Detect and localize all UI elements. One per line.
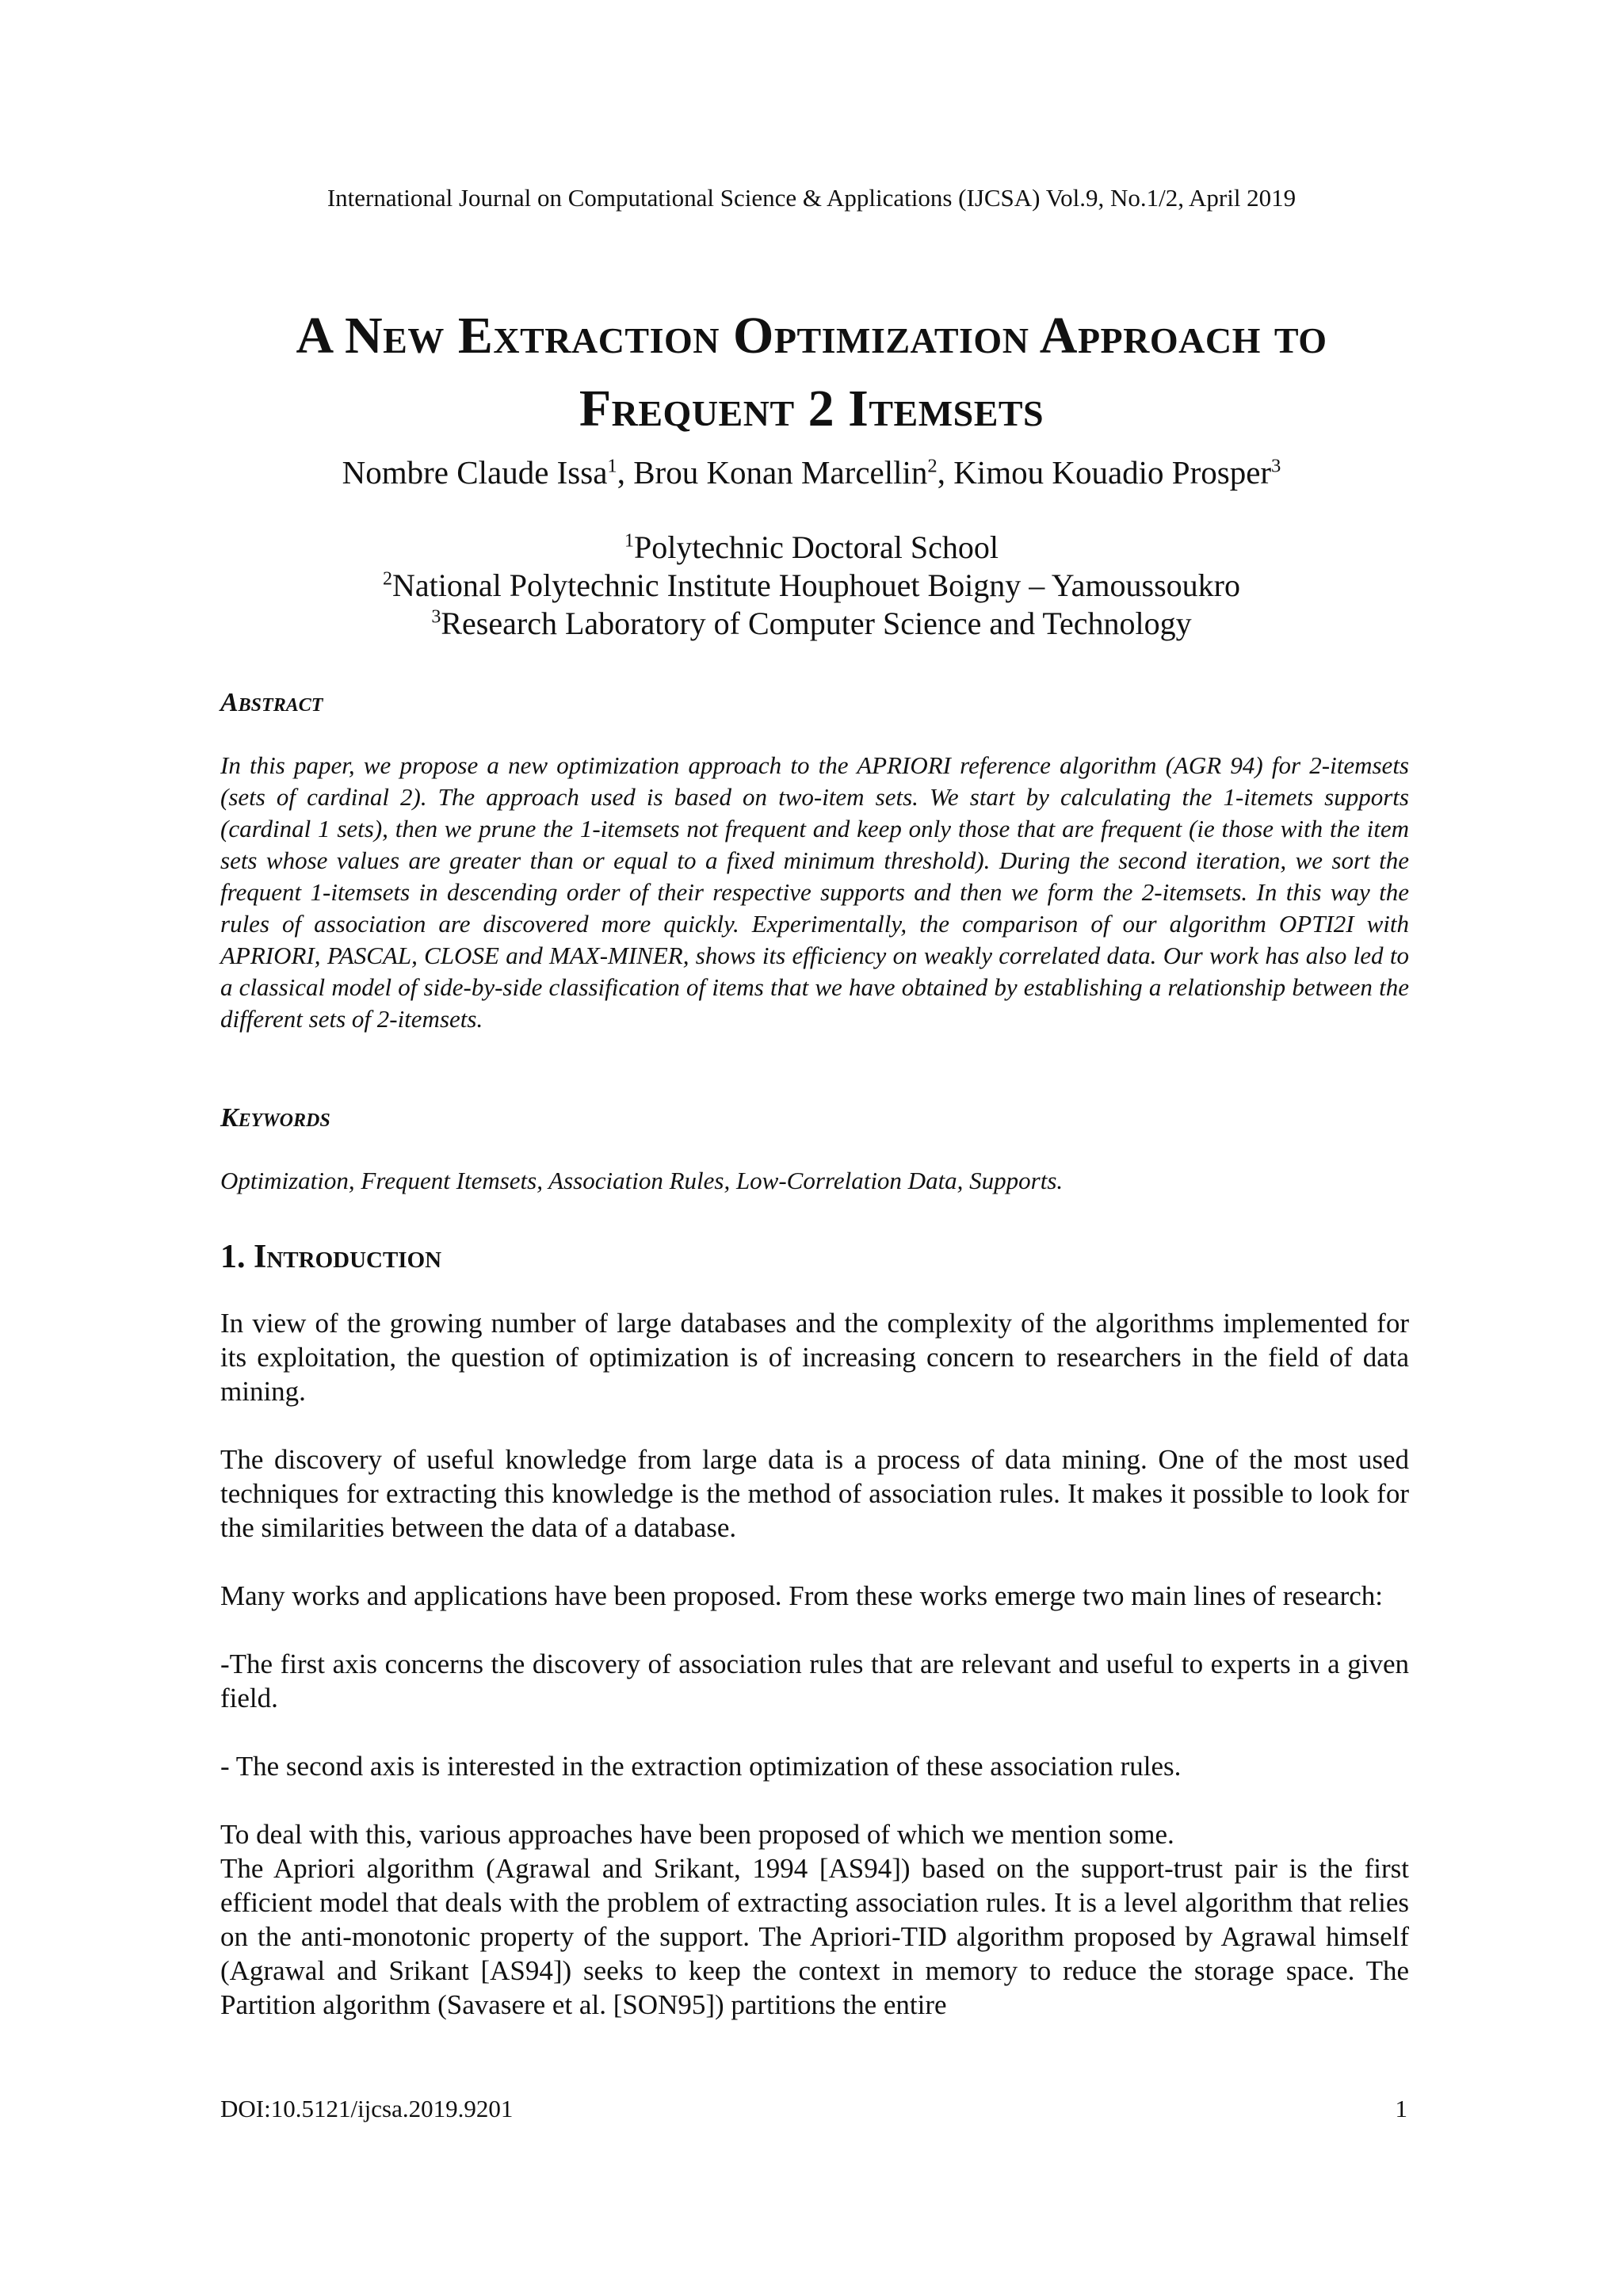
author-mark: 3 <box>1271 455 1281 477</box>
paper-title <box>190 300 1433 445</box>
affiliation-mark: 3 <box>431 606 441 628</box>
body-paragraph: -The first axis concerns the discovery of association rules that are relevant and useful to experts in a given field. <box>220 1648 1409 1713</box>
keywords-text: Optimization, Frequent Itemsets, Association Rules, Low-Correlation Data, Supports. <box>220 1167 1064 1194</box>
affiliation <box>0 567 1623 605</box>
author-name: Kimou Kouadio Prosper <box>953 454 1272 491</box>
author-mark: 2 <box>927 455 938 477</box>
affiliation-text: National Polytechnic Institute Houphouet Boigny – Yamoussoukro <box>392 567 1240 603</box>
paper-title-line-1: A New Extraction Optimization Approach to <box>296 307 1327 365</box>
affiliation <box>0 529 1623 567</box>
abstract-heading: Abstract <box>220 688 323 717</box>
introduction-body <box>220 1306 1409 2056</box>
footer-doi: DOI:10.5121/ijcsa.2019.9201 <box>220 2095 514 2122</box>
body-paragraph: Many works and applications have been proposed. From these works emerge two main lines of research: <box>220 1580 1384 1611</box>
journal-header: International Journal on Computational Science & Applications (IJCSA) Vol.9, No.1/2, April 2019 <box>327 184 1296 212</box>
body-paragraph: - The second axis is interested in the extraction optimization of these association rules. <box>220 1751 1182 1782</box>
body-paragraph: The Apriori algorithm (Agrawal and Srikant, 1994 [AS94]) based on the support-trust pair is the first efficient model that deals with the problem of extracting association rules. It is a level algorithm that relies on the anti-monotonic property of the support. The Apriori-TID algorithm proposed by Agrawal himself (Agrawal and Srikant [AS94]) seeks to keep the context in memory to reduce the storage space. The Partition algorithm (Savasere et al. [SON95]) partitions the entire <box>220 1853 1409 2020</box>
affiliation <box>0 605 1623 643</box>
affiliation-mark: 1 <box>624 530 635 552</box>
author-mark: 1 <box>607 455 617 477</box>
body-paragraph: In view of the growing number of large databases and the complexity of the algorithms implemented for its exploitation, the question of optimization is of increasing concern to researchers in the field of data mining. <box>220 1308 1409 1407</box>
paper-title-line-2: Frequent 2 Itemsets <box>579 380 1044 437</box>
page-number: 1 <box>1395 2095 1407 2122</box>
affiliation-text: Research Laboratory of Computer Science and Technology <box>441 606 1192 641</box>
keywords-heading: Keywords <box>220 1103 330 1133</box>
body-paragraph: The discovery of useful knowledge from large data is a process of data mining. One of the most used techniques for extracting this knowledge is the method of association rules. It makes it possible to look for the similarities between the data of a database. <box>220 1444 1409 1543</box>
introduction-heading: 1. Introduction <box>220 1239 442 1275</box>
body-paragraph: To deal with this, various approaches have been proposed of which we mention some. <box>220 1819 1174 1850</box>
author-name: Brou Konan Marcellin <box>633 454 928 491</box>
affiliation-text: Polytechnic Doctoral School <box>634 529 999 565</box>
abstract-text: In this paper, we propose a new optimization approach to the APRIORI reference algorithm (AGR 94) for 2-itemsets (sets of cardinal 2). The approach used is based on two-item sets. We start by calculating the 1-itemets supports (cardinal 1 sets), then we prune the 1-itemsets not frequent and keep only those that are frequent (ie those with the item sets whose values are greater than or equal to a fixed minimum threshold). During the second iteration, we sort the frequent 1-itemsets in descending order of their respective supports and then we form the 2-itemsets. In this way the rules of association are discovered more quickly. Experimentally, the comparison of our algorithm OPTI2I with APRIORI, PASCAL, CLOSE and MAX-MINER, shows its efficiency on weakly correlated data. Our work has also led to a classical model of side-by-side classification of items that we have obtained by establishing a relationship between the different sets of 2-itemsets. <box>220 751 1409 1033</box>
affiliation-mark: 2 <box>383 568 393 590</box>
affiliation-list <box>0 529 1623 643</box>
author-list: Nombre Claude Issa$^1$, Brou Konan Marcellin$^2$, Kimou Kouadio Prosper$^3$ <box>342 454 1281 491</box>
author-name: Nombre Claude Issa <box>342 454 608 491</box>
